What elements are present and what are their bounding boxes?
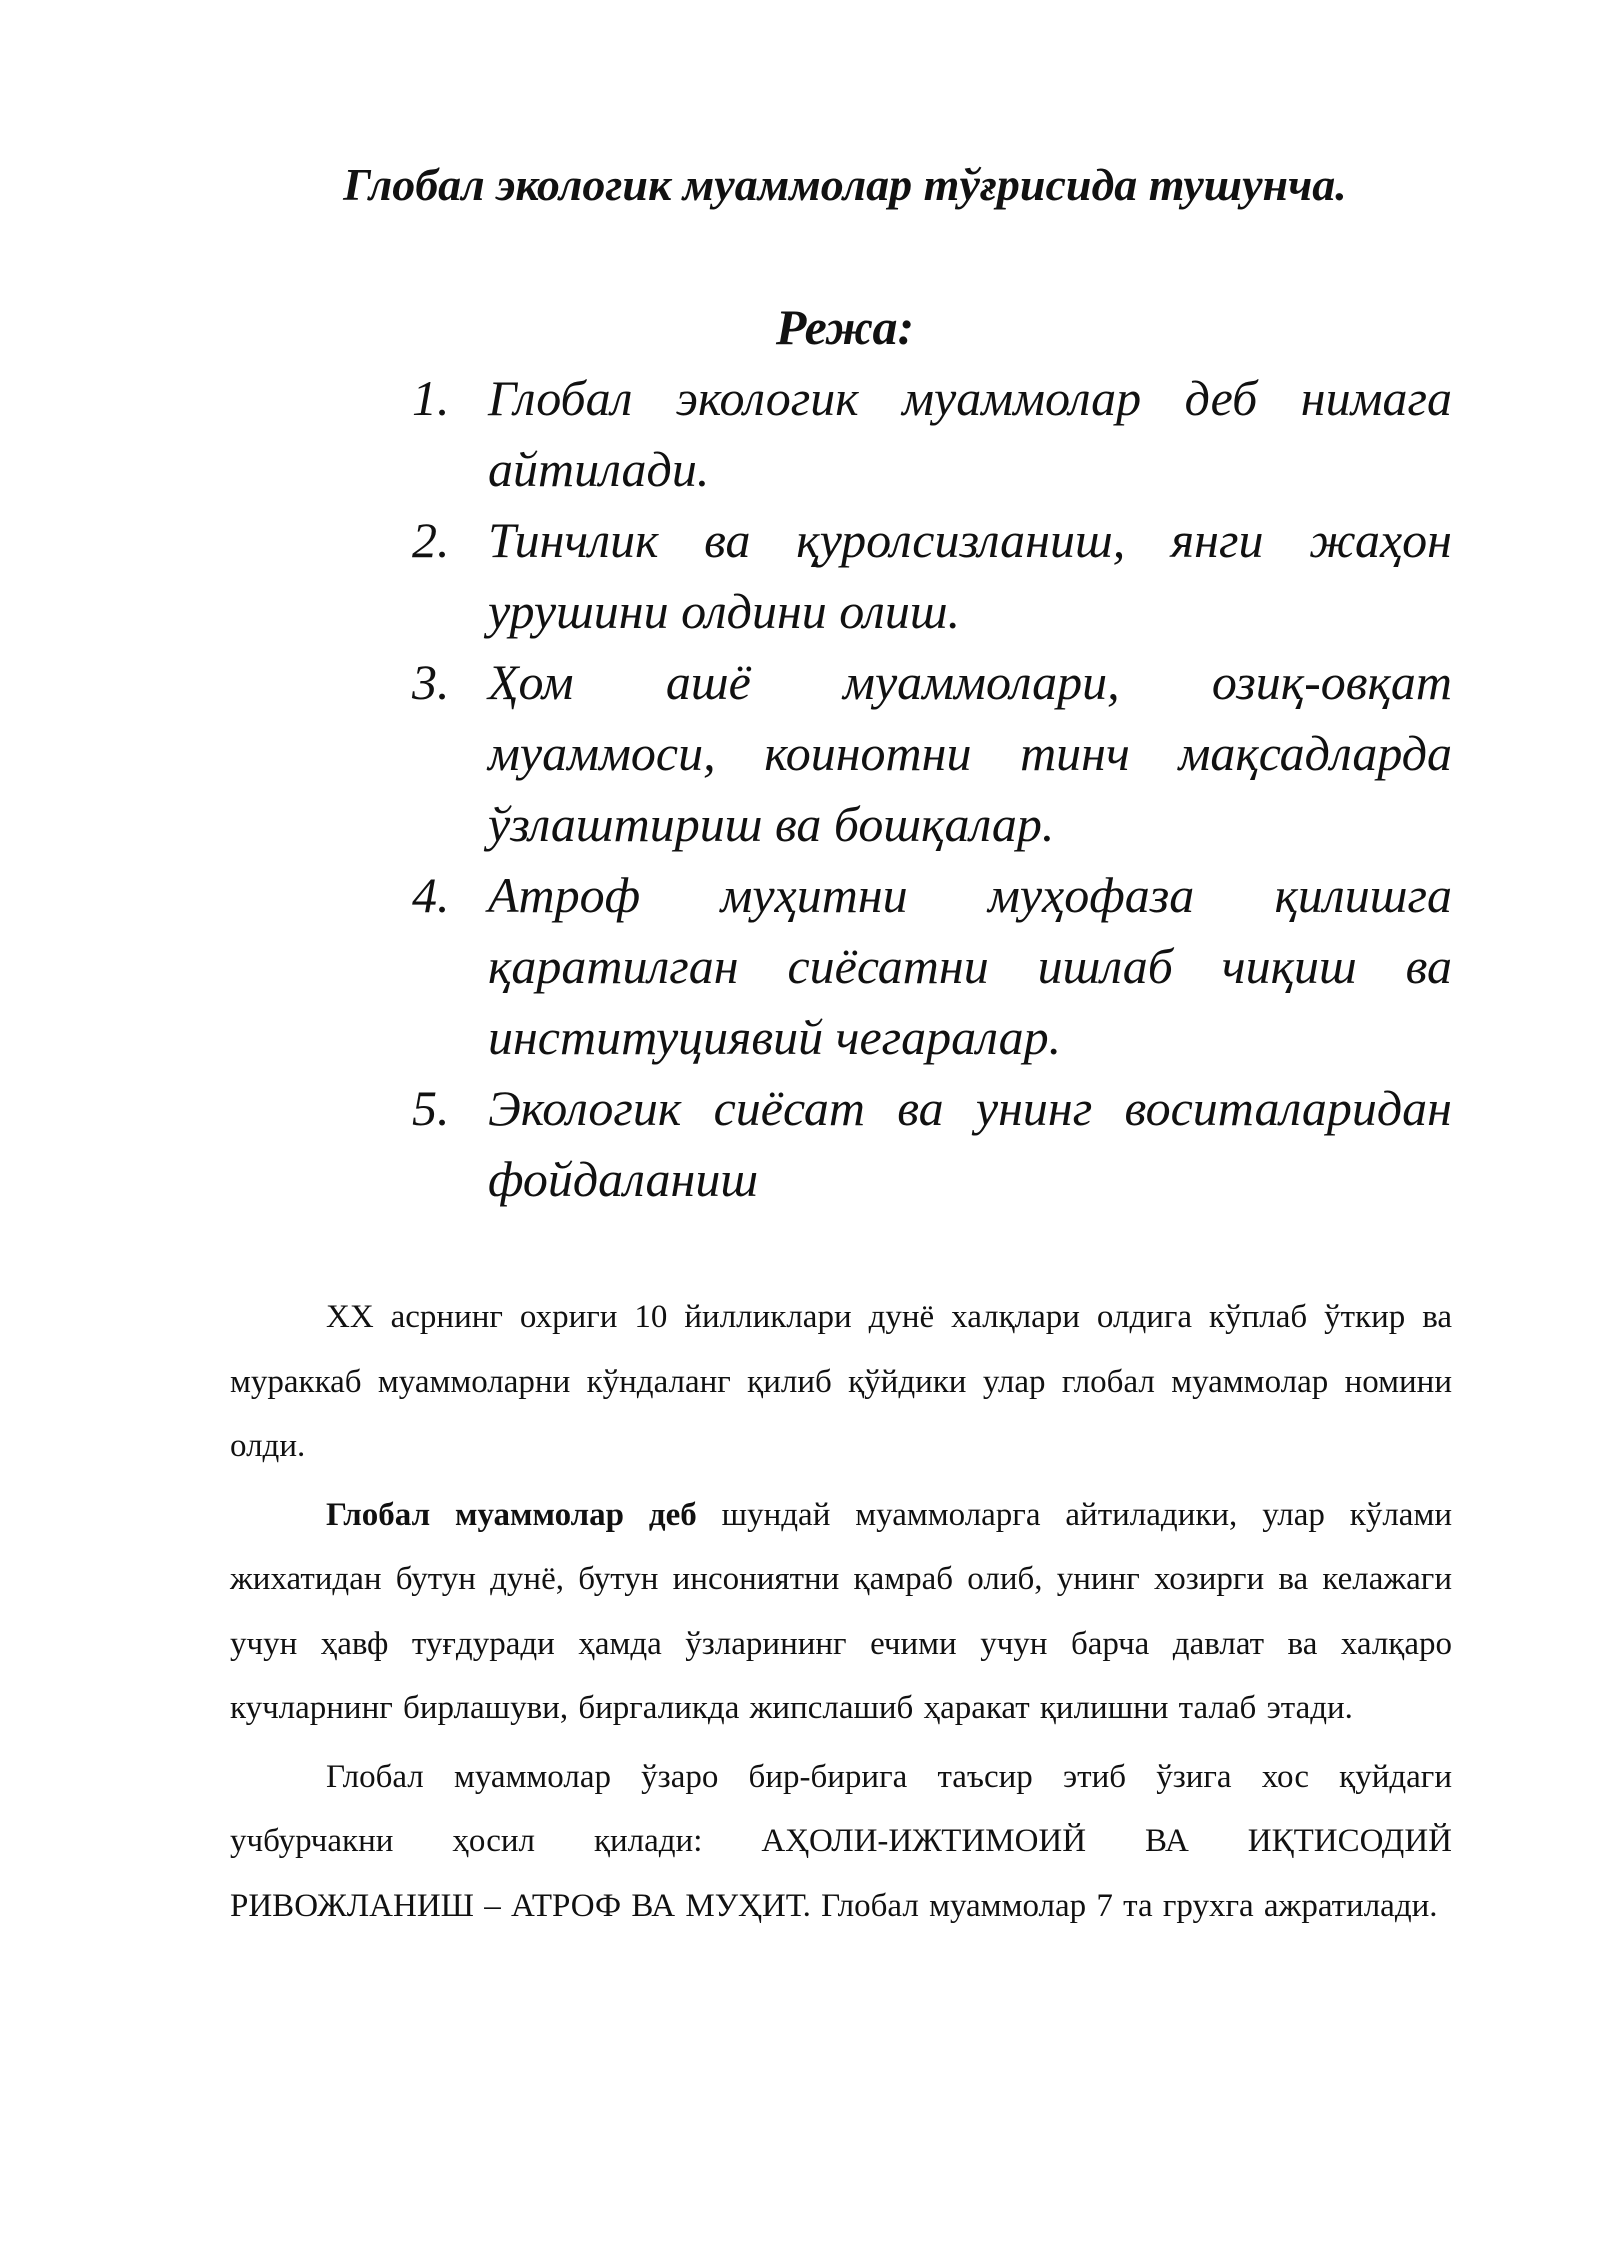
plan-item bbox=[412, 1073, 1452, 1215]
plan-item-text: Экологик сиёсат ва унинг воситаларидан фойдаланиш bbox=[488, 1080, 1452, 1207]
plan-item-text: Глобал экологик муаммолар деб нимага айтилади. bbox=[488, 370, 1452, 497]
plan-item-number: 1. bbox=[412, 370, 450, 426]
document-title: Глобал экологик муаммолар тўғрисида тушунча. bbox=[343, 159, 1347, 210]
plan-item-number: 4. bbox=[412, 867, 450, 923]
plan-item-text: Тинчлик ва қуролсизланиш, янги жаҳон урушини олдини олиш. bbox=[488, 512, 1452, 639]
paragraph-triangle: Глобал муаммолар ўзаро бир-бирига таъсир этиб ўзига хос қуйдаги учбурчакни ҳосил қилади: АҲОЛИ-ИЖТИМОИЙ ВА ИҚТИСОДИЙ РИВОЖЛАНИШ – АТРОФ ВА МУҲИТ. Глобал муаммолар 7 та грухга ажратилади. bbox=[230, 1758, 1452, 1924]
definition-term: Глобал муаммолар деб bbox=[326, 1496, 697, 1533]
paragraph-definition bbox=[230, 1483, 1452, 1741]
definition-text: шундай муаммоларга айтиладики, улар кўлами жихатидан бутун дунё, бутун инсониятни қамраб олиб, унинг хозирги ва келажаги учун ҳавф туғдуради ҳамда ўзларининг ечими учун барча давлат ва халқаро кучларнинг бирлашуви, биргаликда жипслашиб ҳаракат қилишни талаб этади. bbox=[230, 1496, 1452, 1726]
plan-list bbox=[412, 363, 1452, 1215]
plan-item bbox=[412, 647, 1452, 860]
plan-item-number: 3. bbox=[412, 654, 450, 710]
plan-item-number: 2. bbox=[412, 512, 450, 568]
plan-heading: Режа: bbox=[775, 299, 915, 355]
paragraph-intro: XX асрнинг охриги 10 йилликлари дунё халқлари олдига кўплаб ўткир ва мураккаб муаммоларни кўндаланг қилиб қўйдики улар глобал муаммолар номини олди. bbox=[230, 1299, 1452, 1464]
plan-item bbox=[412, 363, 1452, 505]
plan-item-number: 5. bbox=[412, 1080, 450, 1136]
plan-item bbox=[412, 860, 1452, 1073]
body-text bbox=[230, 1285, 1452, 1942]
plan-item-text: Атроф муҳитни муҳофаза қилишга қаратилган сиёсатни ишлаб чиқиш ва институциявий чегаралар. bbox=[488, 867, 1452, 1065]
plan-item bbox=[412, 505, 1452, 647]
plan-item-text: Ҳом ашё муаммолари, озиқ-овқат муаммоси, коинотни тинч мақсадларда ўзлаштириш ва бошқалар. bbox=[488, 654, 1452, 852]
